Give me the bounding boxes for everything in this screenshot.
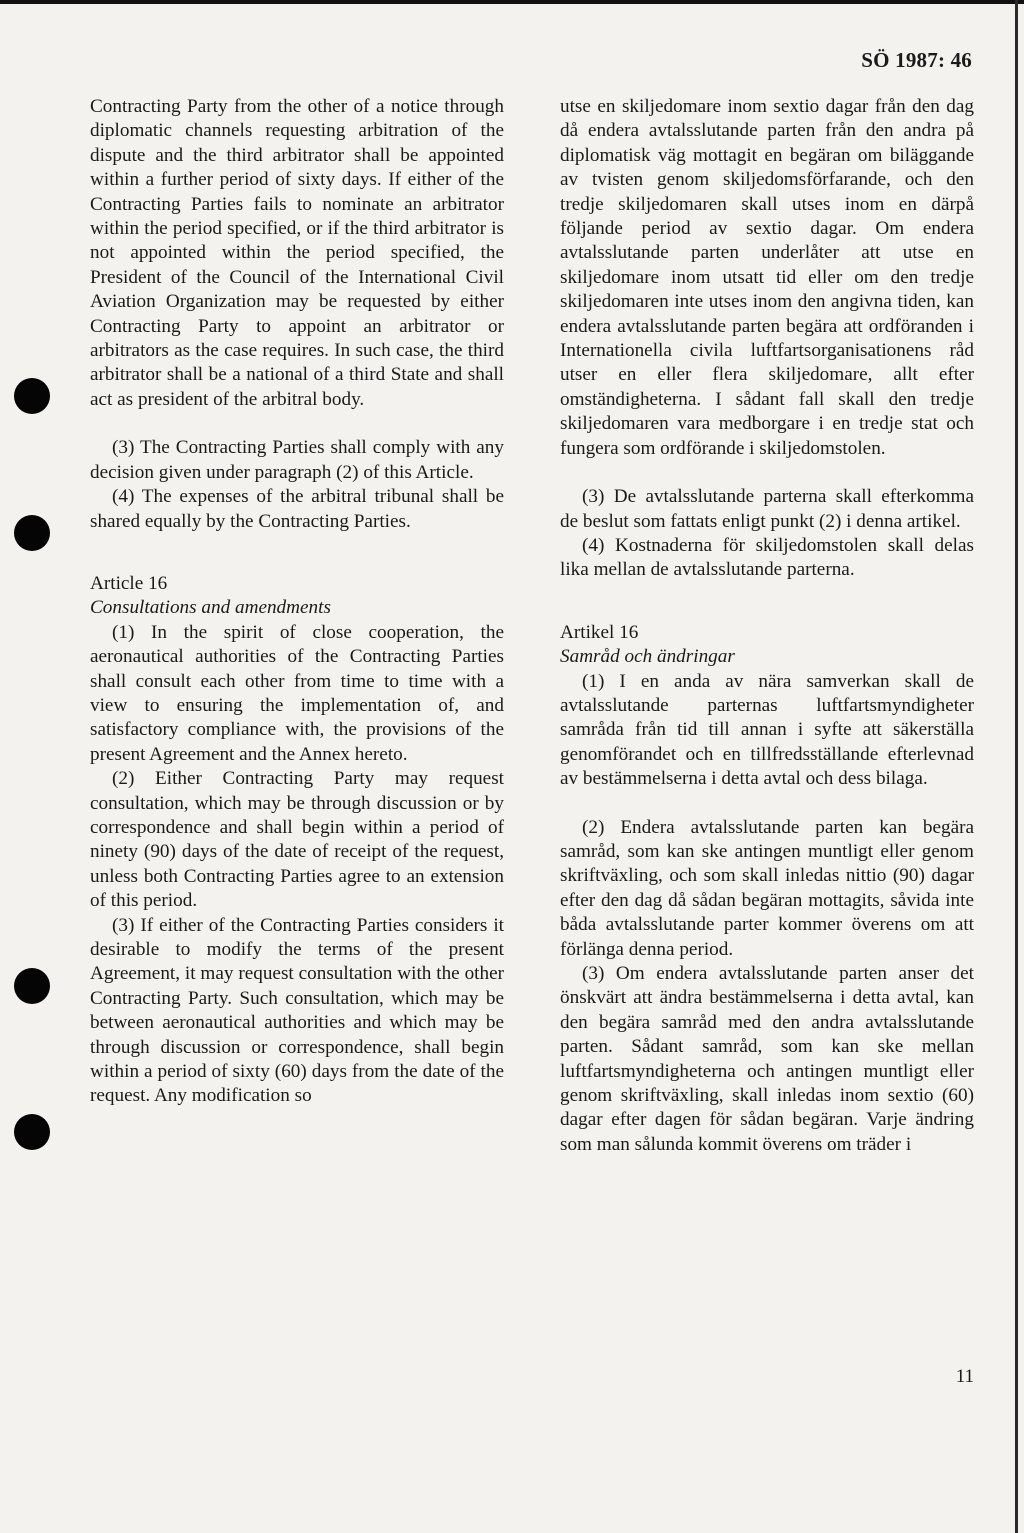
paragraph-16-3: (3) If either of the Contracting Parties considers it desirable to modify the terms of the present Agreement, it may request consultation with the other Contracting Party. Such consultation, which may be between aeronautical authorities and which may be through discussion or correspondence, shall begin within a period of sixty (60) days from the date of the request. Any modification so: [90, 914, 504, 1107]
paragraph-15-4: (4) Kostnaderna för skiljedomstolen skall delas lika mellan de avtalsslutande parterna.: [560, 534, 974, 581]
page-number: 11: [955, 1366, 974, 1387]
top-border-line: [0, 0, 1024, 4]
article-heading: Artikel 16: [560, 621, 639, 643]
article-subtitle: Consultations and amendments: [90, 597, 331, 619]
punch-hole-icon: [14, 1114, 50, 1150]
paragraph-15-3: (3) De avtalsslutande parterna skall efterkomma de beslut som fattats enligt punkt (2) i denna artikel.: [560, 486, 974, 532]
paragraph-15-4: (4) The expenses of the arbitral tribunal shall be shared equally by the Contracting Parties.: [90, 486, 504, 532]
paragraph-continuation: Contracting Party from the other of a notice through diplomatic channels requesting arbitration of the dispute and the third arbitrator shall be appointed within a further period of sixty days. If either of the Contracting Parties fails to nominate an arbitrator within the period specified, or if the third arbitrator is not appointed within the period specified, the President of the Council of the International Civil Aviation Organization may be requested by either Contracting Party to appoint an arbitrator or arbitrators as the case requires. In such case, the third arbitrator shall be a national of a third State and shall act as president of the arbitral body.: [90, 96, 504, 410]
article-subtitle: Samråd och ändringar: [560, 646, 735, 668]
paragraph-continuation: utse en skiljedomare inom sextio dagar från den dag då endera avtalsslutande parten från den andra på diplomatisk väg mottagit en begäran om biläggande av tvisten genom skiljedomsförfarande, och den tredje skiljedomaren skall utses inom en därpå följande period av sextio dagar. Om endera avtalsslutande parten underlåter att utse en skiljedomare inom utsatt tid eller om den tredje skiljedomaren inte utses inom den angivna tiden, kan endera avtalsslutande parten begära att ordföranden i Internationella civila luftfartsorganisationens råd utser en eller flera skiljedomare, allt efter omständigheterna. I sådant fall skall den tredje skiljedomaren vara medborgare i en tredje stat och fungera som ordförande i skiljedomstolen.: [560, 96, 974, 459]
paragraph-16-3: (3) Om endera avtalsslutande parten anser det önskvärt att ändra bestämmelserna i detta avtal, kan den begära samråd med den andra avtalsslutande parten. Sådant samråd, som kan ske mellan luftfartsmyndigheterna och antingen muntligt eller genom skriftväxling, skall inledas inom sextio (60) dagar efter dagen för sådan begäran. Varje ändring som man sålunda kommit överens om träder i: [560, 963, 974, 1155]
punch-hole-icon: [14, 515, 50, 551]
right-border-line: [1015, 0, 1018, 1533]
punch-hole-icon: [14, 378, 50, 414]
paragraph-16-1: (1) I en anda av nära samverkan skall de avtalsslutande parternas luftfartsmyndigheter samråda från tid till annan i syfte att säkerställa genomförandet och en tillfredsställande efterlevnad av bestämmelserna i detta avtal och dess bilaga.: [560, 670, 974, 790]
punch-hole-icon: [14, 968, 50, 1004]
document-reference: SÖ 1987: 46: [861, 48, 972, 72]
paragraph-16-2: (2) Endera avtalsslutande parten kan begära samråd, som kan ske antingen muntligt eller genom skriftväxling, och som skall inledas nittio (90) dagar efter den dag då sådan begäran mottagits, såvida inte båda avtalsslutande parter kommer överens om att förlänga denna period.: [560, 816, 974, 960]
swedish-column: [560, 95, 974, 1157]
paragraph-15-3: (3) The Contracting Parties shall comply with any decision given under paragraph (2) of this Article.: [90, 437, 504, 483]
article-heading: Article 16: [90, 572, 168, 594]
paragraph-16-2: (2) Either Contracting Party may request consultation, which may be through discussion or by correspondence and shall begin within a period of ninety (90) days of the date of receipt of the request, unless both Contracting Parties agree to an extension of this period.: [90, 768, 504, 912]
paragraph-16-1: (1) In the spirit of close cooperation, the aeronautical authorities of the Contracting Parties shall consult each other from time to time with a view to ensuring the implementation of, and satisfactory compliance with, the provisions of the present Agreement and the Annex hereto.: [90, 621, 504, 765]
english-column: [90, 95, 504, 1109]
